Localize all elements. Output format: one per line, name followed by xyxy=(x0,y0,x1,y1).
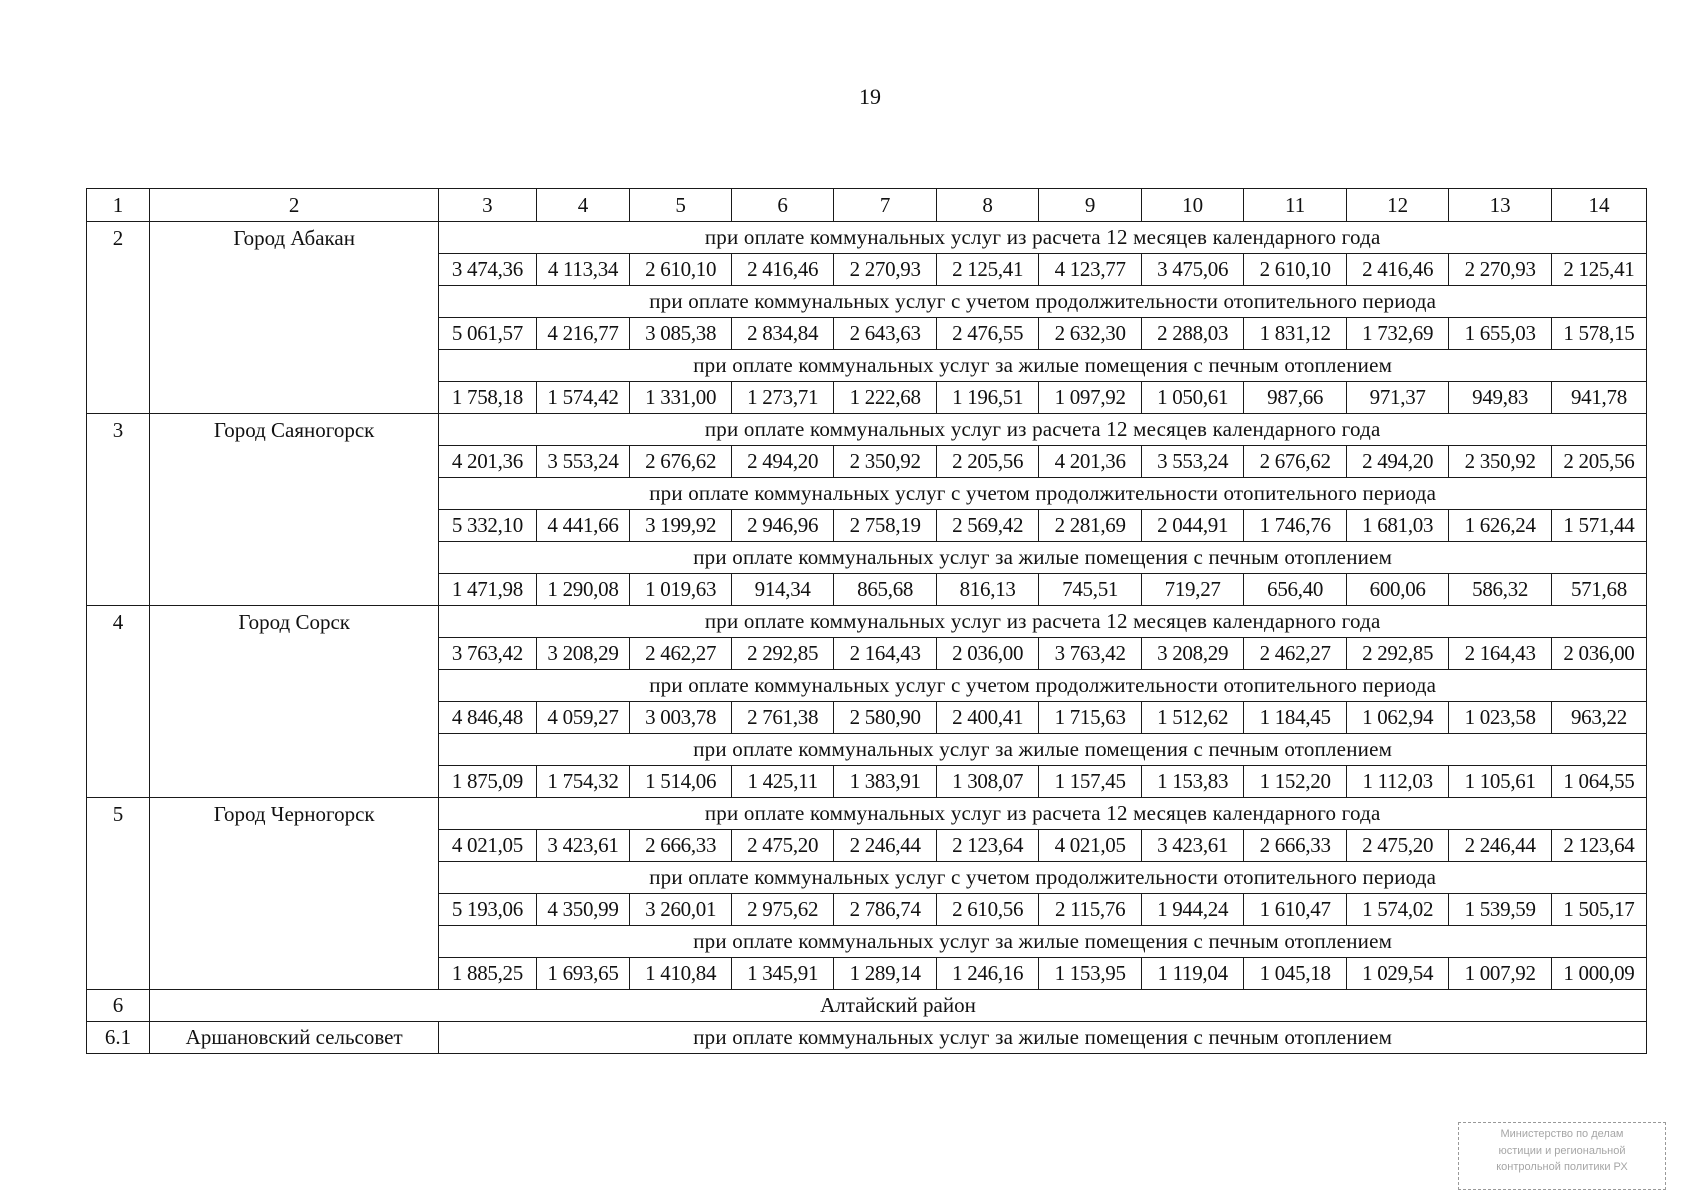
value-cell: 3 003,78 xyxy=(630,702,731,734)
value-cell: 1 505,17 xyxy=(1551,894,1646,926)
section-label-stove: при оплате коммунальных услуг за жилые помещения с печным отоплением xyxy=(439,542,1647,574)
row-number: 6 xyxy=(87,990,150,1022)
value-cell: 1 097,92 xyxy=(1039,382,1142,414)
section-label-heating: при оплате коммунальных услуг с учетом продолжительности отопительного периода xyxy=(439,670,1647,702)
section-label-stove: при оплате коммунальных услуг за жилые помещения с печным отоплением xyxy=(439,734,1647,766)
value-cell: 2 036,00 xyxy=(936,638,1039,670)
value-cell: 2 125,41 xyxy=(936,254,1039,286)
page-number: 19 xyxy=(859,84,881,109)
section-label-heating: при оплате коммунальных услуг с учетом продолжительности отопительного периода xyxy=(439,286,1647,318)
header-row xyxy=(87,189,1647,222)
value-cell: 2 164,43 xyxy=(1449,638,1552,670)
value-cell: 2 125,41 xyxy=(1551,254,1646,286)
value-cell: 1 681,03 xyxy=(1346,510,1449,542)
value-cell: 3 199,92 xyxy=(630,510,731,542)
value-cell: 2 786,74 xyxy=(834,894,937,926)
value-cell: 2 281,69 xyxy=(1039,510,1142,542)
header-cell: 5 xyxy=(630,189,731,222)
value-cell: 4 201,36 xyxy=(1039,446,1142,478)
header-cell: 1 xyxy=(87,189,150,222)
header-cell: 3 xyxy=(439,189,536,222)
value-cell: 1 885,25 xyxy=(439,958,536,990)
value-cell: 1 331,00 xyxy=(630,382,731,414)
value-cell: 1 578,15 xyxy=(1551,318,1646,350)
section-label-row xyxy=(87,414,1647,446)
value-cell: 3 553,24 xyxy=(536,446,630,478)
value-cell: 2 270,93 xyxy=(834,254,937,286)
value-cell: 4 846,48 xyxy=(439,702,536,734)
value-cell: 4 021,05 xyxy=(439,830,536,862)
row-number: 2 xyxy=(87,222,150,414)
value-cell: 3 208,29 xyxy=(1141,638,1244,670)
value-cell: 3 085,38 xyxy=(630,318,731,350)
value-cell: 2 292,85 xyxy=(1346,638,1449,670)
section-label-stove: при оплате коммунальных услуг за жилые помещения с печным отоплением xyxy=(439,926,1647,958)
value-cell: 2 462,27 xyxy=(1244,638,1347,670)
value-cell: 2 270,93 xyxy=(1449,254,1552,286)
value-cell: 1 715,63 xyxy=(1039,702,1142,734)
value-cell: 1 746,76 xyxy=(1244,510,1347,542)
header-cell: 2 xyxy=(149,189,438,222)
value-cell: 4 113,34 xyxy=(536,254,630,286)
value-cell: 1 539,59 xyxy=(1449,894,1552,926)
tariff-table xyxy=(86,188,1647,1054)
value-cell: 2 115,76 xyxy=(1039,894,1142,926)
section-label-row xyxy=(87,798,1647,830)
value-cell: 2 610,10 xyxy=(630,254,731,286)
value-cell: 2 164,43 xyxy=(834,638,937,670)
value-cell: 1 308,07 xyxy=(936,766,1039,798)
value-cell: 1 944,24 xyxy=(1141,894,1244,926)
value-cell: 1 425,11 xyxy=(731,766,834,798)
header-cell: 9 xyxy=(1039,189,1142,222)
value-cell: 600,06 xyxy=(1346,574,1449,606)
value-cell: 1 105,61 xyxy=(1449,766,1552,798)
row-number: 6.1 xyxy=(87,1022,150,1054)
district-row xyxy=(87,990,1647,1022)
header-cell: 6 xyxy=(731,189,834,222)
value-cell: 2 975,62 xyxy=(731,894,834,926)
value-cell: 2 288,03 xyxy=(1141,318,1244,350)
value-cell: 1 875,09 xyxy=(439,766,536,798)
value-cell: 1 157,45 xyxy=(1039,766,1142,798)
value-cell: 2 036,00 xyxy=(1551,638,1646,670)
district-name: Алтайский район xyxy=(149,990,1646,1022)
city-name: Город Саяногорск xyxy=(149,414,438,606)
value-cell: 865,68 xyxy=(834,574,937,606)
stamp-line: Министерство по делам xyxy=(1500,1128,1624,1140)
header-cell: 8 xyxy=(936,189,1039,222)
value-cell: 1 345,91 xyxy=(731,958,834,990)
value-cell: 5 193,06 xyxy=(439,894,536,926)
value-cell: 5 332,10 xyxy=(439,510,536,542)
value-cell: 2 834,84 xyxy=(731,318,834,350)
value-cell: 1 273,71 xyxy=(731,382,834,414)
value-cell: 2 462,27 xyxy=(630,638,731,670)
value-cell: 1 246,16 xyxy=(936,958,1039,990)
header-cell: 13 xyxy=(1449,189,1552,222)
value-cell: 1 019,63 xyxy=(630,574,731,606)
value-cell: 2 205,56 xyxy=(1551,446,1646,478)
value-cell: 1 007,92 xyxy=(1449,958,1552,990)
value-cell: 3 475,06 xyxy=(1141,254,1244,286)
value-cell: 3 763,42 xyxy=(439,638,536,670)
value-cell: 3 474,36 xyxy=(439,254,536,286)
header-cell: 14 xyxy=(1551,189,1646,222)
header-cell: 11 xyxy=(1244,189,1347,222)
value-cell: 3 553,24 xyxy=(1141,446,1244,478)
value-cell: 1 064,55 xyxy=(1551,766,1646,798)
value-cell: 1 410,84 xyxy=(630,958,731,990)
value-cell: 1 574,02 xyxy=(1346,894,1449,926)
value-cell: 2 666,33 xyxy=(630,830,731,862)
city-name: Город Абакан xyxy=(149,222,438,414)
value-cell: 2 350,92 xyxy=(1449,446,1552,478)
value-cell: 1 610,47 xyxy=(1244,894,1347,926)
value-cell: 2 350,92 xyxy=(834,446,937,478)
value-cell: 971,37 xyxy=(1346,382,1449,414)
value-cell: 816,13 xyxy=(936,574,1039,606)
header-cell: 10 xyxy=(1141,189,1244,222)
row-number: 3 xyxy=(87,414,150,606)
section-label-heating: при оплате коммунальных услуг с учетом продолжительности отопительного периода xyxy=(439,862,1647,894)
section-label-year12: при оплате коммунальных услуг из расчета 12 месяцев календарного года xyxy=(439,222,1647,254)
value-cell: 1 196,51 xyxy=(936,382,1039,414)
value-cell: 3 423,61 xyxy=(536,830,630,862)
value-cell: 4 123,77 xyxy=(1039,254,1142,286)
value-cell: 987,66 xyxy=(1244,382,1347,414)
value-cell: 3 260,01 xyxy=(630,894,731,926)
value-cell: 2 123,64 xyxy=(936,830,1039,862)
row-number: 4 xyxy=(87,606,150,798)
value-cell: 1 112,03 xyxy=(1346,766,1449,798)
value-cell: 2 475,20 xyxy=(731,830,834,862)
value-cell: 1 152,20 xyxy=(1244,766,1347,798)
stamp-line: юстиции и региональной xyxy=(1498,1144,1626,1157)
value-cell: 2 758,19 xyxy=(834,510,937,542)
section-label-row xyxy=(87,606,1647,638)
value-cell: 719,27 xyxy=(1141,574,1244,606)
value-cell: 1 471,98 xyxy=(439,574,536,606)
value-cell: 4 216,77 xyxy=(536,318,630,350)
value-cell: 2 643,63 xyxy=(834,318,937,350)
section-label-year12: при оплате коммунальных услуг из расчета 12 месяцев календарного года xyxy=(439,798,1647,830)
value-cell: 1 045,18 xyxy=(1244,958,1347,990)
value-cell: 941,78 xyxy=(1551,382,1646,414)
section-label-year12: при оплате коммунальных услуг из расчета 12 месяцев календарного года xyxy=(439,606,1647,638)
header-cell: 7 xyxy=(834,189,937,222)
value-cell: 1 732,69 xyxy=(1346,318,1449,350)
value-cell: 2 205,56 xyxy=(936,446,1039,478)
value-cell: 1 062,94 xyxy=(1346,702,1449,734)
value-cell: 1 153,95 xyxy=(1039,958,1142,990)
city-name: Город Черногорск xyxy=(149,798,438,990)
value-cell: 949,83 xyxy=(1449,382,1552,414)
value-cell: 2 416,46 xyxy=(1346,254,1449,286)
value-cell: 2 569,42 xyxy=(936,510,1039,542)
value-cell: 914,34 xyxy=(731,574,834,606)
section-label-year12: при оплате коммунальных услуг из расчета 12 месяцев календарного года xyxy=(439,414,1647,446)
value-cell: 4 350,99 xyxy=(536,894,630,926)
section-label-stove: при оплате коммунальных услуг за жилые помещения с печным отоплением xyxy=(439,350,1647,382)
value-cell: 3 763,42 xyxy=(1039,638,1142,670)
value-cell: 4 201,36 xyxy=(439,446,536,478)
row-number: 5 xyxy=(87,798,150,990)
value-cell: 2 246,44 xyxy=(834,830,937,862)
settlement-row xyxy=(87,1022,1647,1054)
value-cell: 1 574,42 xyxy=(536,382,630,414)
value-cell: 1 383,91 xyxy=(834,766,937,798)
value-cell: 1 655,03 xyxy=(1449,318,1552,350)
value-cell: 1 290,08 xyxy=(536,574,630,606)
value-cell: 5 061,57 xyxy=(439,318,536,350)
value-cell: 2 292,85 xyxy=(731,638,834,670)
value-cell: 1 626,24 xyxy=(1449,510,1552,542)
value-cell: 2 400,41 xyxy=(936,702,1039,734)
header-cell: 12 xyxy=(1346,189,1449,222)
value-cell: 1 184,45 xyxy=(1244,702,1347,734)
value-cell: 2 676,62 xyxy=(1244,446,1347,478)
value-cell: 1 029,54 xyxy=(1346,958,1449,990)
value-cell: 1 153,83 xyxy=(1141,766,1244,798)
value-cell: 1 289,14 xyxy=(834,958,937,990)
value-cell: 2 494,20 xyxy=(731,446,834,478)
value-cell: 2 475,20 xyxy=(1346,830,1449,862)
value-cell: 2 246,44 xyxy=(1449,830,1552,862)
value-cell: 1 758,18 xyxy=(439,382,536,414)
city-name: Город Сорск xyxy=(149,606,438,798)
value-cell: 4 021,05 xyxy=(1039,830,1142,862)
value-cell: 2 416,46 xyxy=(731,254,834,286)
value-cell: 2 476,55 xyxy=(936,318,1039,350)
value-cell: 2 580,90 xyxy=(834,702,937,734)
value-cell: 2 666,33 xyxy=(1244,830,1347,862)
stamp-line: контрольной политики РХ xyxy=(1496,1161,1628,1173)
value-cell: 1 512,62 xyxy=(1141,702,1244,734)
value-cell: 4 059,27 xyxy=(536,702,630,734)
value-cell: 963,22 xyxy=(1551,702,1646,734)
value-cell: 1 050,61 xyxy=(1141,382,1244,414)
section-label-stove: при оплате коммунальных услуг за жилые помещения с печным отоплением xyxy=(439,1022,1647,1054)
value-cell: 586,32 xyxy=(1449,574,1552,606)
section-label-heating: при оплате коммунальных услуг с учетом продолжительности отопительного периода xyxy=(439,478,1647,510)
registration-stamp xyxy=(1458,1122,1666,1190)
value-cell: 1 000,09 xyxy=(1551,958,1646,990)
header-cell: 4 xyxy=(536,189,630,222)
value-cell: 1 571,44 xyxy=(1551,510,1646,542)
value-cell: 2 676,62 xyxy=(630,446,731,478)
value-cell: 745,51 xyxy=(1039,574,1142,606)
value-cell: 1 693,65 xyxy=(536,958,630,990)
value-cell: 1 119,04 xyxy=(1141,958,1244,990)
value-cell: 1 831,12 xyxy=(1244,318,1347,350)
value-cell: 656,40 xyxy=(1244,574,1347,606)
value-cell: 571,68 xyxy=(1551,574,1646,606)
value-cell: 1 754,32 xyxy=(536,766,630,798)
table-body xyxy=(87,189,1647,1054)
value-cell: 2 946,96 xyxy=(731,510,834,542)
value-cell: 2 610,10 xyxy=(1244,254,1347,286)
value-cell: 1 023,58 xyxy=(1449,702,1552,734)
value-cell: 1 514,06 xyxy=(630,766,731,798)
value-cell: 1 222,68 xyxy=(834,382,937,414)
value-cell: 2 494,20 xyxy=(1346,446,1449,478)
section-label-row xyxy=(87,222,1647,254)
value-cell: 3 208,29 xyxy=(536,638,630,670)
value-cell: 4 441,66 xyxy=(536,510,630,542)
settlement-name: Аршановский сельсовет xyxy=(149,1022,438,1054)
value-cell: 2 044,91 xyxy=(1141,510,1244,542)
value-cell: 3 423,61 xyxy=(1141,830,1244,862)
value-cell: 2 632,30 xyxy=(1039,318,1142,350)
value-cell: 2 761,38 xyxy=(731,702,834,734)
value-cell: 2 610,56 xyxy=(936,894,1039,926)
value-cell: 2 123,64 xyxy=(1551,830,1646,862)
